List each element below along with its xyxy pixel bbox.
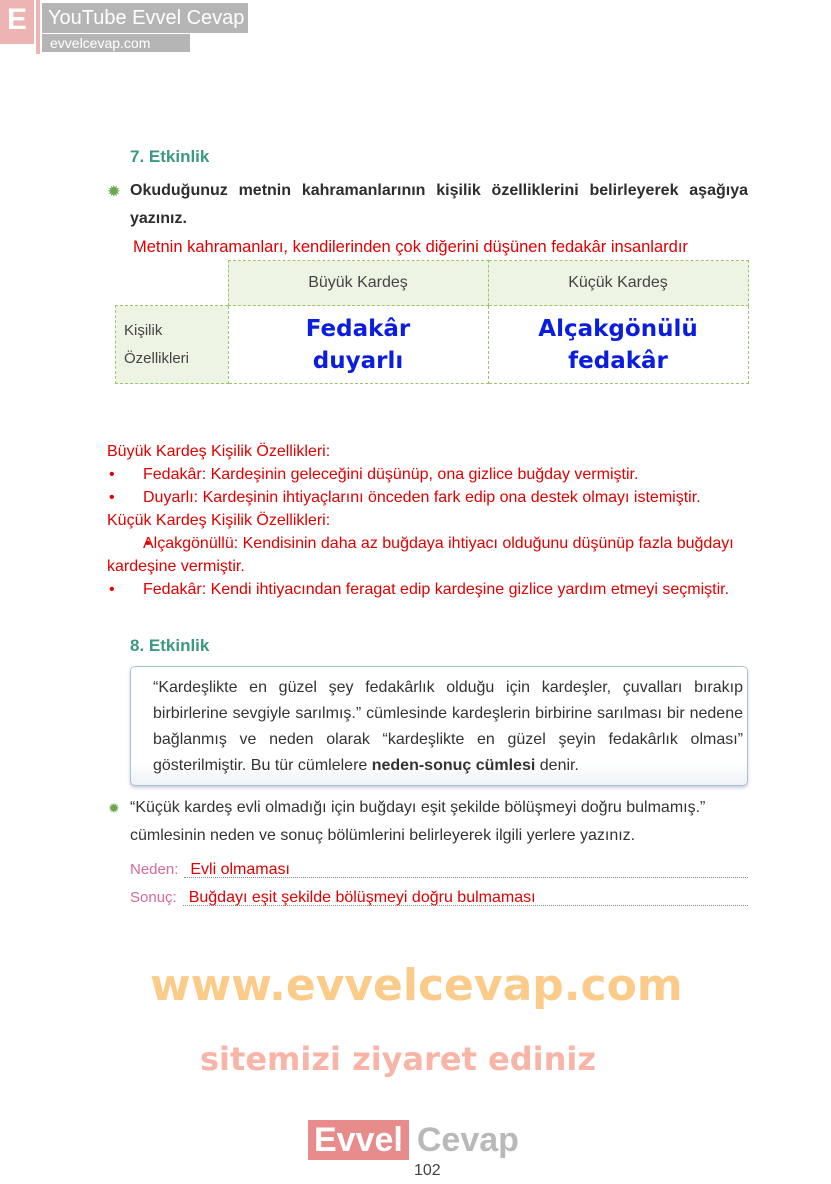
footer-logo-part2: Cevap — [416, 1120, 519, 1159]
notes-title: Küçük Kardeş Kişilik Özellikleri: — [107, 512, 331, 529]
effect-answer: Buğdayı eşit şekilde bölüşmeyi doğru bulmaması — [188, 889, 536, 906]
brand-bar — [36, 0, 40, 54]
effect-label: Sonuç: — [130, 889, 177, 906]
activity8-body — [108, 666, 753, 906]
cause-field[interactable] — [184, 855, 748, 878]
watermark-secondary: sitemizi ziyaret ediniz — [200, 1040, 596, 1078]
footer-logo — [308, 1120, 519, 1160]
info-text: denir. — [535, 757, 579, 774]
row-label-1: Kişilik — [124, 321, 163, 339]
note-item: • Fedakâr: Kardeşinin geleceğini düşünüp, ona gizlice buğday vermiştir. — [107, 463, 807, 486]
note-item: • Fedakâr: Kendi ihtiyacından feragat edip kardeşine gizlice yardım etmeyi seçmiştir. — [107, 578, 807, 601]
star-bullet-icon: ✹ — [108, 800, 120, 816]
brand-site: evvelcevap.com — [42, 34, 190, 52]
effect-row — [130, 882, 748, 906]
activity7-heading: 7. Etkinlik — [130, 147, 210, 166]
note-item: • Alçakgönüllü: Kendisinin daha az buğdaya ihtiyacı olduğunu düşünüp fazla buğdayı kardeşine vermiştir. — [107, 532, 807, 578]
traits-table — [115, 260, 749, 384]
info-box — [130, 666, 748, 786]
page-number: 102 — [414, 1162, 441, 1179]
question-text: “Küçük kardeş evli olmadığı için buğdayı eşit şekilde bölüşmeyi doğru bulmamış.” cümlesinin neden ve sonuç bölümlerini belirleyerek ilgili yerlere yazınız. — [130, 799, 706, 844]
cause-row — [130, 854, 748, 878]
small-trait: fedakâr — [568, 347, 668, 374]
info-bold: neden-sonuç cümlesi — [371, 757, 536, 774]
note-item: • Duyarlı: Kardeşinin ihtiyaçlarını önceden fark edip ona destek olmayı istemiştir. — [107, 486, 807, 509]
star-bullet-icon: ✹ — [108, 183, 120, 199]
big-trait: duyarlı — [312, 347, 404, 374]
notes-title: Büyük Kardeş Kişilik Özellikleri: — [107, 443, 331, 460]
watermark-main: www.evvelcevap.com — [150, 960, 683, 1011]
big-traits — [228, 306, 488, 384]
small-traits — [488, 306, 748, 384]
row-label-2: Özellikleri — [124, 349, 190, 367]
trait-notes — [107, 440, 807, 601]
cause-label: Neden: — [130, 861, 179, 878]
effect-field[interactable] — [183, 883, 748, 906]
row-label — [116, 306, 229, 384]
activity8-question — [108, 794, 753, 850]
small-trait: Alçakgönülü — [538, 315, 698, 342]
brand-channel: YouTube Evvel Cevap — [42, 3, 248, 33]
answer-intro: Metnin kahramanları, kendilerinden çok diğerini düşünen fedakâr insanlardır — [133, 238, 688, 256]
activity7-instruction — [108, 177, 748, 233]
big-trait: Fedakâr — [305, 315, 411, 342]
footer-logo-part1: Evvel — [308, 1120, 409, 1160]
cause-answer: Evli olmaması — [190, 861, 290, 878]
col-header-big: Büyük Kardeş — [228, 261, 488, 306]
brand-logo-icon: E — [0, 0, 34, 44]
activity8-heading: 8. Etkinlik — [130, 636, 210, 655]
col-header-small: Küçük Kardeş — [488, 261, 748, 306]
info-text: “Kardeşlikte en güzel şey fedakârlık olduğu için kardeşler, çuvalları bırakıp birbirlerine sevgiyle sarılmış.” cümlesinde kardeşlerin birbirine sarılması bir nedene bağlanmış ve neden olarak “kardeşlikte en güzel şeyin fedakârlık olması” gösterilmiştir. Bu tür cümlelere — [153, 679, 743, 774]
instruction-text: Okuduğunuz metnin kahramanlarının kişilik özelliklerini belirleyerek aşağıya yazınız. — [130, 182, 748, 227]
